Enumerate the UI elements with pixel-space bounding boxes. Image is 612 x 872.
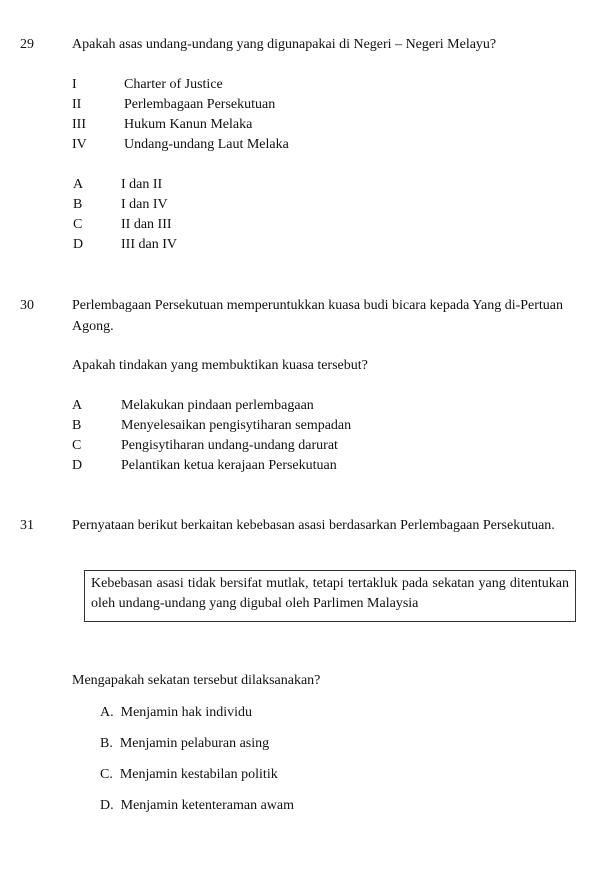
q29-item-label: II xyxy=(72,97,82,112)
q29-option-label: A xyxy=(73,177,84,192)
q31-option-text: Menjamin hak individu xyxy=(120,705,253,720)
q29-option-label: B xyxy=(73,197,83,212)
q30-option-label: A xyxy=(72,398,83,413)
q31-option-label: B. xyxy=(100,736,113,751)
q29-item-label: IV xyxy=(72,137,87,152)
q30-option-text: Melakukan pindaan perlembagaan xyxy=(121,398,314,413)
q30-option-text: Menyelesaikan pengisytiharan sempadan xyxy=(121,418,352,433)
q30-option-text: Pengisytiharan undang-undang darurat xyxy=(121,438,338,453)
q31-option-label: A. xyxy=(100,705,114,720)
q31-question: Pernyataan berikut berkaitan kebebasan asasi berdasarkan Perlembagaan Persekutuan. xyxy=(72,518,555,533)
q30-option-label: B xyxy=(72,418,82,433)
q29-option-label: C xyxy=(73,217,83,232)
q29-option-text: I dan II xyxy=(121,177,163,192)
q31-statement-box: Kebebasan asasi tidak bersifat mutlak, tetapi tertakluk pada sekatan yang ditentukan oleh undang-undang yang digubal oleh Parlimen Malaysia xyxy=(84,570,576,622)
q30-number: 30 xyxy=(20,298,34,313)
q31-option-label: C. xyxy=(100,767,113,782)
q31-option-label: D. xyxy=(100,798,114,813)
q29-item-text: Undang-undang Laut Melaka xyxy=(124,137,289,152)
q31-option-text: Menjamin ketenteraman awam xyxy=(120,798,294,813)
q29-item-text: Charter of Justice xyxy=(124,77,223,92)
q29-question: Apakah asas undang-undang yang digunapakai di Negeri – Negeri Melayu? xyxy=(72,37,497,52)
q31-prompt: Mengapakah sekatan tersebut dilaksanakan? xyxy=(72,673,321,688)
q31-option xyxy=(100,766,278,784)
q29-option-text: III dan IV xyxy=(121,237,177,252)
q31-number: 31 xyxy=(20,518,34,533)
q29-item-text: Perlembagaan Persekutuan xyxy=(124,97,276,112)
q31-option-text: Menjamin pelaburan asing xyxy=(119,736,270,751)
q29-item-label: III xyxy=(72,117,86,132)
q29-item-label: I xyxy=(72,77,77,92)
q29-option-text: II dan III xyxy=(121,217,172,232)
q30-question-line1: Perlembagaan Persekutuan memperuntukkan kuasa budi bicara kepada Yang di-Pertuan xyxy=(72,298,564,313)
q30-option-label: C xyxy=(72,438,82,453)
q29-option-label: D xyxy=(73,237,84,252)
q30-question-line2: Agong. xyxy=(72,319,114,334)
q31-option xyxy=(100,797,294,815)
q30-option-label: D xyxy=(72,458,83,473)
q30-prompt: Apakah tindakan yang membuktikan kuasa tersebut? xyxy=(72,358,368,373)
q29-option-text: I dan IV xyxy=(121,197,168,212)
q29-item-text: Hukum Kanun Melaka xyxy=(124,117,253,132)
q31-option xyxy=(100,735,269,753)
q31-option xyxy=(100,704,252,722)
q29-number: 29 xyxy=(20,37,34,52)
q31-option-text: Menjamin kestabilan politik xyxy=(119,767,278,782)
q30-option-text: Pelantikan ketua kerajaan Persekutuan xyxy=(121,458,337,473)
